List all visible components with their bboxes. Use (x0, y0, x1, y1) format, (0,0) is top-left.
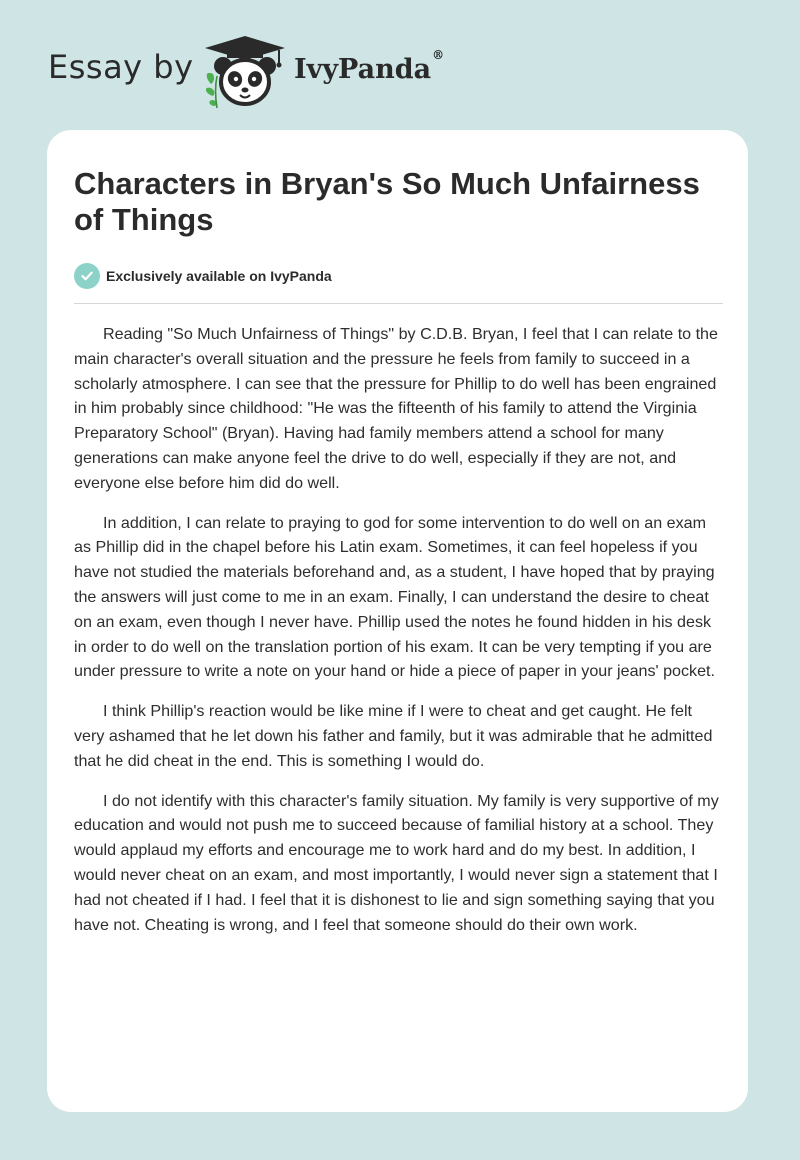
exclusive-badge-text: Exclusively available on IvyPanda (106, 268, 332, 284)
registered-mark: ® (432, 48, 445, 62)
brand-name-text: IvyPanda (294, 54, 432, 85)
divider (74, 303, 723, 304)
essay-paragraph: I think Phillip's reaction would be like mine if I were to cheat and get caught. He felt very ashamed that he let down his father and family, but it was admirable that he admitted that he did cheat in the end. This is something I would do. (74, 702, 713, 770)
panda-graduate-logo-icon (201, 34, 289, 110)
essay-paragraph: In addition, I can relate to praying to god for some intervention to do well on an exam as Phillip did in the chapel before his Latin exam. Sometimes, it can feel hopeless if you have not studied the materials beforehand and, as a student, I have hoped that by praying the answers will just come to me in an exam. Finally, I can understand the desire to cheat on an exam, even though I never have. Phillip used the notes he found hidden in his desk in order to do well on the translation portion of his exam. It can be very tempting if you are under pressure to write a note on your hand or hide a piece of paper in your jeans' pocket. (74, 513, 715, 681)
essay-paragraph: Reading "So Much Unfairness of Things" by C.D.B. Bryan, I feel that I can relate to the main character's overall situation and the pressure he feels from family to succeed in a scholarly atmosphere. I can see that the pressure for Phillip to do well has been engrained in him probably since childhood: "He was the fifteenth of his family to attend the Virginia Preparatory School" (Bryan). Having had family members attend a school for many generations can make anyone feel the drive to do well, especially if they are not, and everyone else before him did do well. (74, 325, 718, 492)
exclusive-badge (74, 263, 332, 289)
essay-paragraph: I do not identify with this character's family situation. My family is very supportive of my education and would not push me to succeed because of familial history at a school. They would applaud my efforts and encourage me to work hard and do my best. In addition, I would never cheat on an exam, and most importantly, I would never sign a statement that I had not cheated if I had. I feel that it is dishonest to lie and sign something saying that you have not. Cheating is wrong, and I feel that someone should do their own work. (74, 791, 719, 934)
essay-card (47, 130, 748, 1112)
essay-title: Characters in Bryan's So Much Unfairness of Things (74, 166, 700, 237)
essay-body (74, 322, 726, 952)
brand-prefix: Essay by (48, 48, 194, 86)
brand-name (294, 48, 445, 85)
brand-header[interactable] (48, 34, 488, 110)
check-circle-icon (74, 263, 100, 289)
